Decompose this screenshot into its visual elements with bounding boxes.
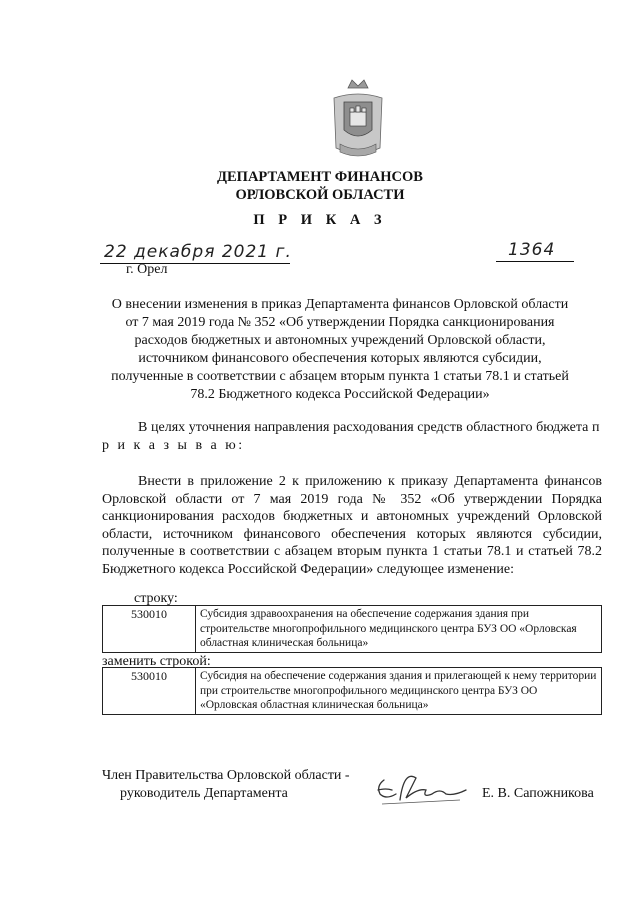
position-line-1: Член Правительства Орловской области - <box>102 768 350 783</box>
department-line-1: ДЕПАРТАМЕНТ ФИНАНСОВ <box>217 169 423 185</box>
table-row <box>103 668 602 715</box>
replace-row-label: строку: <box>134 591 178 606</box>
signatory-position <box>102 767 350 803</box>
order-subject <box>70 296 610 404</box>
position-line-2: руководитель Департамента <box>120 786 288 801</box>
signatory-name: Е. В. Сапожникова <box>482 786 594 801</box>
handwritten-order-number: 1364 <box>508 240 556 260</box>
preamble-paragraph <box>102 419 602 454</box>
preamble-text: В целях уточнения направления расходования средств областного бюджета <box>138 420 592 435</box>
order-title: П Р И К А З <box>253 212 387 228</box>
order-verb: п р и к а з ы в а ю: <box>102 420 602 453</box>
subject-line: О внесении изменения в приказ Департамента финансов Орловской области <box>111 297 569 312</box>
department-line-2: ОРЛОВСКОЙ ОБЛАСТИ <box>235 187 405 203</box>
subject-line: от 7 мая 2019 года № 352 «Об утверждении Порядка санкционирования <box>125 315 555 330</box>
new-row-table <box>102 667 602 715</box>
old-row-table <box>102 605 602 653</box>
city: г. Орел <box>126 262 168 277</box>
subject-line: полученные в соответствии с абзацем вторым пункта 1 статьи 78.1 и статьей <box>111 369 569 384</box>
subject-line: расходов бюджетных и автономных учреждений Орловской области, <box>134 333 546 348</box>
row-code: 530010 <box>103 606 196 653</box>
coat-of-arms-emblem <box>330 78 386 160</box>
row-code: 530010 <box>103 668 196 715</box>
amendment-paragraph: Внести в приложение 2 к приложению к приказу Департамента финансов Орловской области от 7 мая 2019 года № 352 «Об утверждении Порядка санкционирования расходов бюджетных и автономных учреждений Орловской области, источником финансового обеспечения которых являются субсидии, полученные в соответствии с абзацем вторым пункта 1 статьи 78.1 и статьей 78.2 Бюджетного кодекса Российской Федерации» следующее изменение: <box>102 474 602 577</box>
handwritten-date: 22 декабря 2021 г. <box>104 242 292 262</box>
subject-line: источником финансового обеспечения которых являются субсидии, <box>138 351 542 366</box>
row-description: Субсидия здравоохранения на обеспечение содержания здания при строительстве многопрофильного медицинского центра БУЗ ОО «Орловская областная клиническая больница» <box>196 606 602 653</box>
table-row <box>103 606 602 653</box>
subject-line: 78.2 Бюджетного кодекса Российской Федерации» <box>190 387 490 402</box>
department-name <box>0 168 640 204</box>
number-underline <box>496 261 574 262</box>
row-description: Субсидия на обеспечение содержания здания и прилегающей к нему территории при строительстве многопрофильного медицинского центра БУЗ ОО «Орловская областная клиническая больница» <box>196 668 602 715</box>
handwritten-signature <box>370 760 470 810</box>
replace-with-label: заменить строкой: <box>102 654 211 669</box>
